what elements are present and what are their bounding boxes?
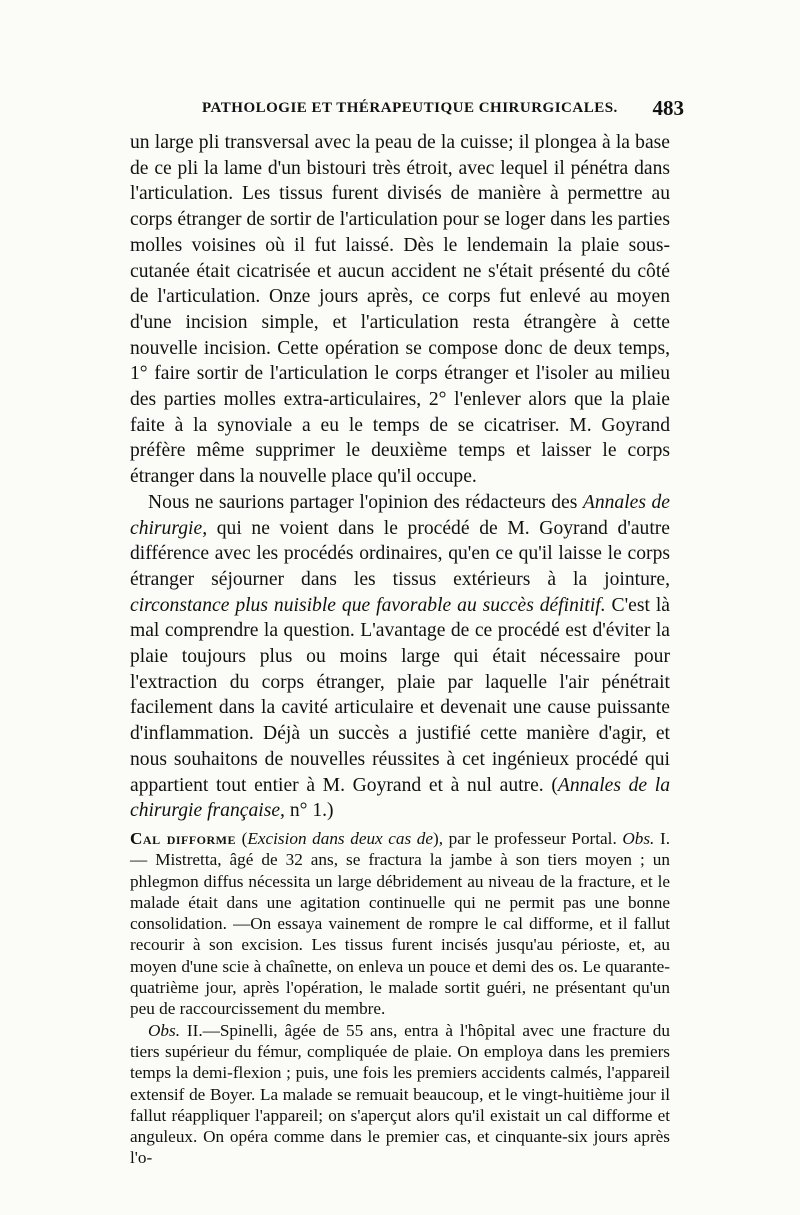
paragraph-continuation <box>130 130 670 490</box>
text-run: II.—Spinelli, âgée de 55 ans, entra à l'hôpital avec une fracture du tiers supérieur du fémur, compliquée de plaie. On employa dans les premiers temps la demi-flexion ; puis, une fois les premiers accidents calmés, l'appareil extensif de Boyer. La malade se remuait beaucoup, et le vingt-huitième jour il fallut réappliquer l'appareil; on s'aperçut alors qu'il existait un cal difforme et anguleux. On opéra comme dans le premier cas, et cinquante-six jours après l'o- <box>130 1020 670 1168</box>
obs-label: Obs. <box>622 828 655 848</box>
secondary-text-block <box>130 828 670 1169</box>
page-number: 483 <box>652 96 684 120</box>
journal-citation: Annales de la chirurgie française, <box>130 774 670 822</box>
text-run: n° 1.) <box>284 800 334 822</box>
main-text-block <box>130 130 670 824</box>
obs-label: Obs. <box>148 1020 180 1040</box>
section-heading: Cal difforme <box>130 828 237 848</box>
text-run: ( <box>236 828 248 848</box>
paragraph-text: un large pli transversal avec la peau de la cuisse; il plongea à la base de ce pli la lame d'un bistouri très étroit, avec lequel il pénétra dans l'articulation. Les tissus furent divisés de manière à permettre au corps étranger de sortir de l'articulation pour se loger dans les parties molles voisines où il fut laissé. Dès le lendemain la plaie sous-cutanée était cicatrisée et aucun accident ne s'était présenté du côté de l'articulation. Onze jours après, ce corps fut enlevé au moyen d'une incision simple, et l'articulation resta étrangère à cette nouvelle incision. Cette opération se compose donc de deux temps, 1° faire sortir de l'articulation le corps étranger et l'isoler au milieu des parties molles extra-articulaires, 2° l'enlever alors que la plaie faite à la synoviale a eu le temps de se cicatriser. M. Goyrand préfère même supprimer le deuxième temps et laisser le corps étranger dans la nouvelle place qu'il occupe. <box>130 132 670 488</box>
text-run: C'est là mal comprendre la question. L'avantage de ce procédé est d'éviter la plaie toujours plus ou moins large qui était nécessaire pour l'extraction du corps étranger, plaie par laquelle l'air pénétrait facilement dans la cavité articulaire et devenait une cause puissante d'inflammation. Déjà un succès a justifié cette manière d'agir, et nous souhaitons de nouvelles réussites à cet ingénieux procédé qui appartient tout entier à M. Goyrand et à nul autre. ( <box>130 594 670 796</box>
journal-title: Annales de chirurgie, <box>130 491 670 539</box>
page-header <box>160 96 684 126</box>
paragraph-commentary <box>130 490 670 824</box>
running-title: PATHOLOGIE ET THÉRAPEUTIQUE CHIRURGICALES. <box>202 100 618 116</box>
italic-subtitle: Excision dans deux cas de <box>247 828 434 848</box>
paragraph-obs-2 <box>130 1020 670 1169</box>
text-run: qui ne voient dans le procédé de M. Goyrand d'autre différence avec les procédés ordinaires, qu'en ce qu'il laisse le corps étranger séjourner dans les tissus extérieurs à la jointure, <box>130 517 670 590</box>
text-run: I. — Mistretta, âgé de 32 ans, se fractura la jambe à son tiers moyen ; un phlegmon diffus nécessita un large débridement au niveau de la fracture, et le malade était dans une agitation continuelle qui ne permit pas une bonne consolidation. —On essaya vainement de rompre le cal difforme, et il fallut recourir à son excision. Les tissus furent incisés jusqu'au périoste, et, au moyen d'une scie à chaînette, on enleva un pouce et demi des os. Le quarante-quatrième jour, après l'opération, le malade sortit guéri, ne présentant qu'un peu de raccourcissement du membre. <box>130 828 670 1019</box>
text-run: Nous ne saurions partager l'opinion des rédacteurs des <box>148 491 583 513</box>
text-run: ), par le professeur Portal. <box>433 828 623 848</box>
italic-quote: circonstance plus nuisible que favorable au succès définitif. <box>130 594 606 616</box>
page-body <box>130 130 670 1169</box>
paragraph-cal-difforme <box>130 828 670 1020</box>
